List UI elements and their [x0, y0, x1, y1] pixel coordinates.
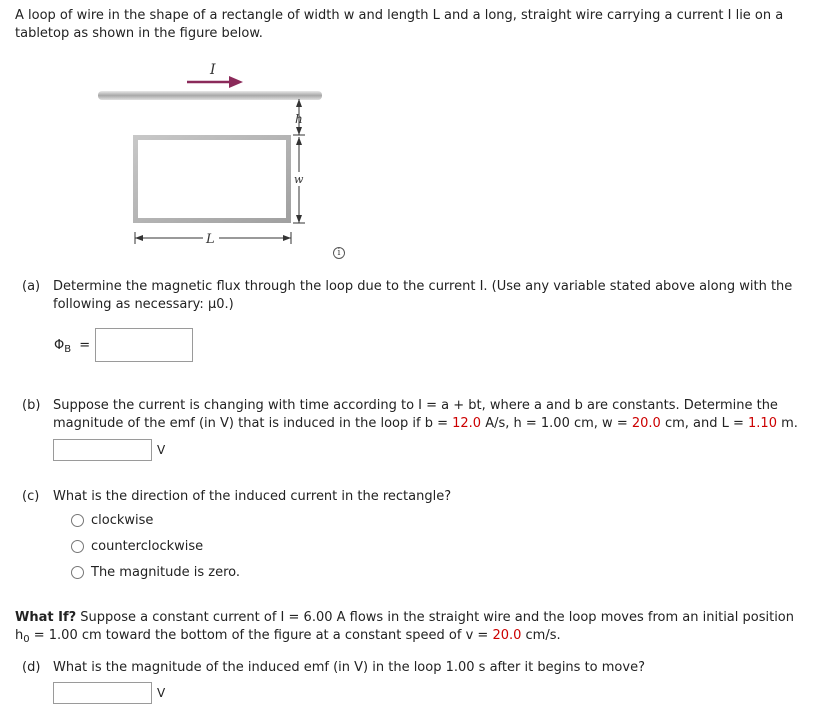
info-icon-glyph: i: [337, 248, 341, 258]
h-arrow-bottom: [296, 127, 302, 135]
current-label: I: [210, 62, 216, 78]
w-label: w: [294, 173, 304, 186]
part-b-line-2-mid2: cm, and L =: [660, 416, 749, 431]
part-c-question: What is the direction of the induced current in the rectangle?: [53, 489, 452, 504]
emf-unit: V: [157, 443, 166, 457]
w-arrow-bottom: [296, 215, 302, 223]
what-if-line-2-mid: = 1.00 cm toward the bottom of the figure at a constant speed of v =: [29, 628, 493, 643]
v-value: 20.0: [492, 628, 522, 643]
straight-wire: [98, 91, 322, 100]
w-value: 20.0: [631, 416, 661, 431]
part-b-line-2-mid1: A/s, h = 1.00 cm, w =: [481, 416, 632, 431]
phi-symbol: Φ: [54, 338, 65, 353]
figure-diagram: [95, 55, 335, 265]
b-value: 12.0: [452, 416, 482, 431]
h-label: h: [295, 112, 303, 126]
radio-magnitude-zero[interactable]: [71, 566, 84, 579]
part-a-line-2: following as necessary: μ0.): [53, 297, 234, 312]
phi-b-label: [54, 337, 90, 359]
intro-line-2: tabletop as shown in the figure below.: [15, 26, 263, 41]
option-magnitude-zero-label[interactable]: The magnitude is zero.: [91, 565, 241, 580]
part-d-question: What is the magnitude of the induced emf (in V) in the loop 1.00 s after it begins to move?: [53, 660, 645, 675]
radio-clockwise[interactable]: [71, 514, 84, 527]
part-b-line-2: [53, 415, 798, 433]
option-clockwise-label[interactable]: clockwise: [91, 513, 154, 528]
part-b-line-1: Suppose the current is changing with time according to I = a + bt, where a and b are constants. Determine the: [53, 398, 778, 413]
h-arrow-top: [296, 99, 302, 107]
L-value: 1.10: [748, 416, 777, 431]
option-counterclockwise-label[interactable]: counterclockwise: [91, 539, 204, 554]
L-arrow-right: [283, 235, 291, 241]
emf-after-1s-unit: V: [157, 686, 166, 700]
what-if-line-1: [15, 609, 794, 627]
what-if-line-1-rest: Suppose a constant current of I = 6.00 A flows in the straight wire and the loop moves from an initial position: [76, 610, 795, 625]
flux-answer-input[interactable]: [95, 328, 193, 362]
phi-equals: =: [79, 338, 91, 353]
radio-counterclockwise[interactable]: [71, 540, 84, 553]
emf-after-1s-answer-input[interactable]: [53, 682, 152, 704]
part-d-label: (d): [22, 660, 41, 675]
part-c-label: (c): [22, 489, 40, 504]
intro-line-1: A loop of wire in the shape of a rectangle of width w and length L and a long, straight wire carrying a current I lie on a: [15, 8, 784, 23]
w-arrow-top: [296, 137, 302, 145]
h0-subscript: 0: [23, 634, 30, 645]
current-arrow-head: [229, 76, 243, 88]
part-b-line-2-pre: magnitude of the emf (in V) that is induced in the loop if b =: [53, 416, 453, 431]
L-arrow-left: [135, 235, 143, 241]
part-b-line-2-post: m.: [776, 416, 798, 431]
what-if-line-2-post: cm/s.: [521, 628, 561, 643]
part-b-label: (b): [22, 398, 41, 413]
part-a-label: (a): [22, 279, 41, 294]
part-a-line-1: Determine the magnetic flux through the loop due to the current I. (Use any variable stated above along with the: [53, 279, 793, 294]
wire-loop-inner: [138, 140, 286, 218]
what-if-line-2: [15, 627, 561, 649]
L-label: L: [206, 232, 215, 247]
phi-subscript: B: [64, 344, 72, 355]
h0-symbol: h: [15, 628, 24, 643]
emf-answer-input[interactable]: [53, 439, 152, 461]
info-icon[interactable]: [333, 247, 345, 259]
what-if-heading: What If?: [15, 610, 77, 625]
